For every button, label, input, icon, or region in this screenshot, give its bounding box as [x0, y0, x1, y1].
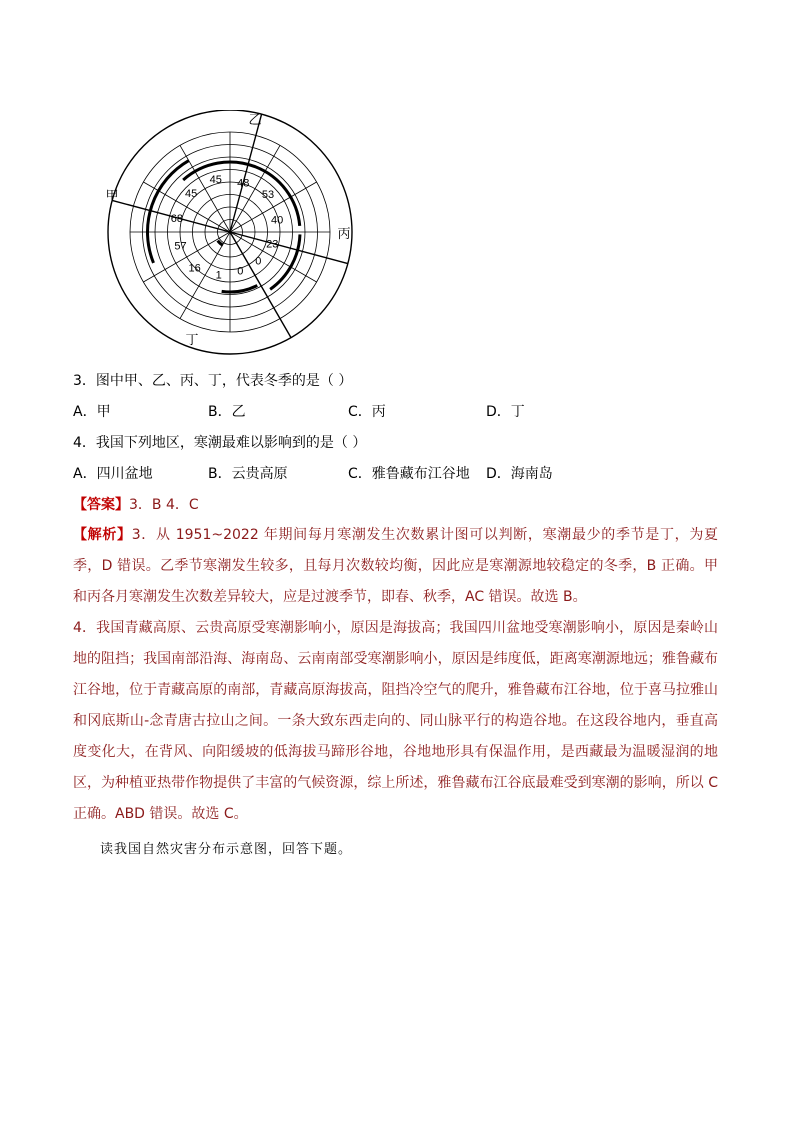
cold-wave-polar-chart [100, 110, 360, 360]
value-label: 1 [215, 269, 222, 282]
value-label: 45 [209, 173, 222, 186]
q3-option-d[interactable]: D．丁 [486, 404, 525, 420]
value-label: 45 [184, 188, 198, 201]
value-label: 40 [270, 214, 284, 227]
value-label: 57 [174, 240, 187, 253]
answer-tag: 【答案】 [73, 497, 129, 513]
value-label: 48 [237, 177, 250, 190]
value-label: 68 [170, 212, 183, 225]
season-label: 甲 [105, 189, 119, 204]
q4-option-c[interactable]: C．雅鲁藏布江谷地 [348, 466, 470, 482]
season-arc [222, 285, 258, 292]
polar-grid [108, 110, 352, 354]
season-label: 乙 [248, 113, 262, 128]
question-3-stem: 3．图中甲、乙、丙、丁，代表冬季的是（ ） [73, 373, 353, 389]
value-label: 16 [188, 262, 201, 275]
answer-text: 3．B 4．C [129, 497, 199, 513]
q3-option-c[interactable]: C．丙 [348, 404, 386, 420]
q3-option-b[interactable]: B．乙 [208, 404, 246, 420]
value-label: 23 [266, 238, 279, 251]
analysis-tag: 【解析】 [73, 527, 132, 543]
value-label: 53 [261, 188, 275, 201]
q4-option-b[interactable]: B．云贵高原 [208, 466, 288, 482]
value-label: 0 [237, 265, 244, 278]
value-label: 0 [255, 255, 262, 268]
question-4-stem: 4．我国下列地区，寒潮最难以影响到的是（ ） [73, 435, 367, 451]
analysis-q4: 4．我国青藏高原、云贵高原受寒潮影响小，原因是海拔高；我国四川盆地受寒潮影响小，原因是秦岭山地的阻挡；我国南部沿海、海南岛、云南南部受寒潮影响小，原因是纬度低，距离寒潮源地远；雅鲁藏布江谷地，位于青藏高原的南部，青藏高原海拔高，阻挡冷空气的爬升，雅鲁藏布江谷地，位于喜马拉雅山和冈底斯山-念青唐古拉山之间。一条大致东西走向的、同山脉平行的构造谷地。在这段谷地内，垂直高度变化大，在背风、向阳缓坡的低海拔马蹄形谷地，谷地地形具有保温作用，是西藏最为温暖湿润的地区，为种植亚热带作物提供了丰富的气候资源，综上所述，雅鲁藏布江谷底最难受到寒潮的影响，所以 C 正确。ABD 错误。故选 C。 [73, 620, 718, 822]
season-label: 丙 [337, 227, 351, 242]
analysis-q3-text: 3．从 1951~2022 年期间每月寒潮发生次数累计图可以判断，寒潮最少的季节是丁，为夏季，D 错误。乙季节寒潮发生较多，且每月次数较均衡，因此应是寒潮源地较稳定的冬季，B 正确。甲和丙各月寒潮发生次数差异较大，应是过渡季节，即春、秋季，AC 错误。故选 B。 [73, 527, 718, 605]
season-label: 丁 [185, 333, 199, 348]
q4-option-a[interactable]: A．四川盆地 [73, 466, 153, 482]
next-question-intro: 读我国自然灾害分布示意图，回答下题。 [100, 842, 353, 857]
answer-line [73, 495, 199, 515]
analysis-q3 [73, 520, 718, 613]
q3-option-a[interactable]: A．甲 [73, 404, 111, 420]
q4-option-d[interactable]: D．海南岛 [486, 466, 553, 482]
season-divider [230, 232, 291, 338]
